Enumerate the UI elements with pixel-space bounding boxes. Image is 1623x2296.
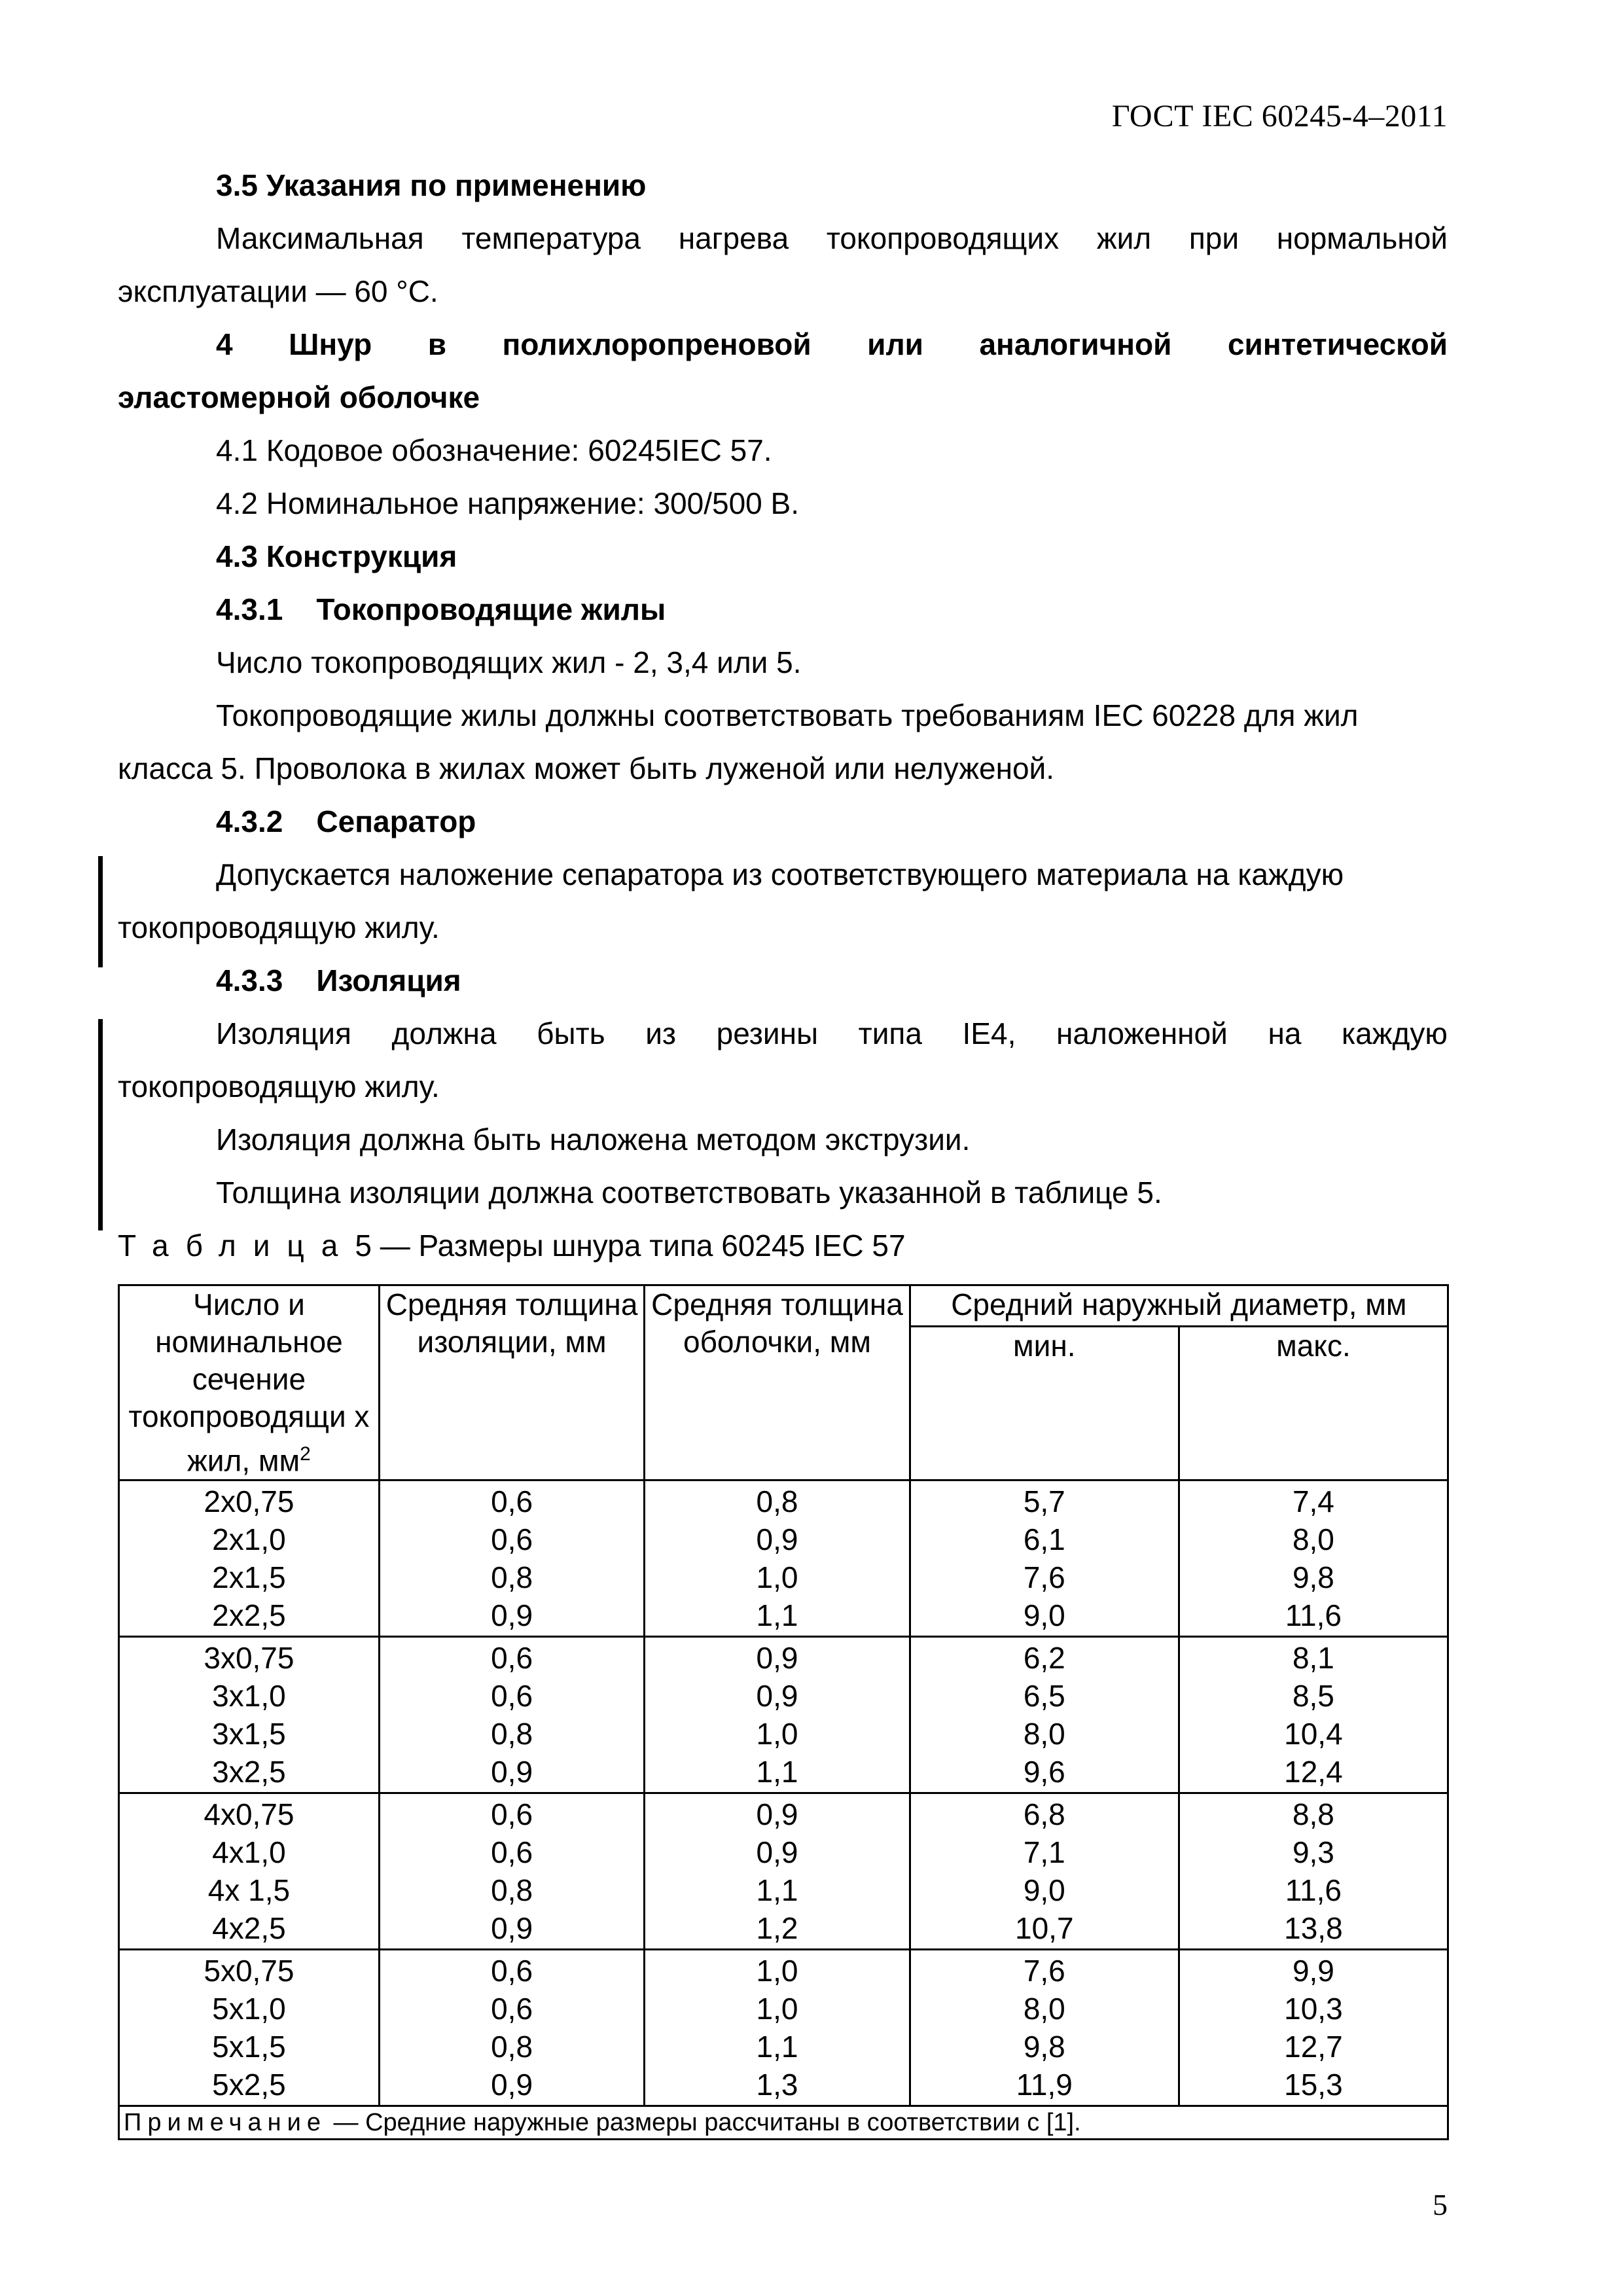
table-row-group [119,1793,1448,1950]
header-sections: Число и номинальное сечение токопроводящи х жил, $мм^2$ [119,1285,380,1480]
cell-value: 1,2 [756,1911,798,1946]
cell-value: 9,6 [1023,1755,1065,1789]
paragraph-justified [118,212,1448,265]
cell-max [1179,1637,1448,1793]
cell-value: 0,8 [491,2030,533,2064]
paragraph-line: Число токопроводящих жил - 2, 3,4 или 5. [216,645,802,679]
cell-value: 9,0 [1023,1598,1065,1633]
cell-sheath [645,1950,910,2106]
note-text: — Средние наружные размеры рассчитаны в соответствии с [1]. [326,2109,1081,2137]
paragraph-line: токопроводящую жилу. [118,910,440,944]
cell-value: 7,1 [1023,1835,1065,1870]
cell-value: 5,7 [1023,1484,1065,1519]
cell-value: 12,7 [1284,2030,1343,2064]
word: каждую [1342,1016,1448,1050]
subsection-heading: 4.3.2 Сепаратор [216,804,476,838]
word: типа [858,1016,922,1050]
cell-value: 9,8 [1292,1560,1334,1595]
paragraph-line: Токопроводящие жилы должны соответствовать требованиям IEC 60228 для жил [216,698,1359,732]
change-mark-bar [98,1019,103,1230]
word: жил [1096,221,1152,255]
cell-value: 1,0 [756,1560,798,1595]
cell-insulation [379,1950,644,2106]
cell-value: 10,7 [1015,1911,1074,1946]
cell-value: 8,1 [1292,1641,1334,1676]
cell-value: 6,1 [1023,1522,1065,1557]
cell-value: 5x1,5 [212,2030,286,2064]
cell-value: 0,9 [756,1679,798,1713]
cell-sections [119,1637,380,1793]
cell-max [1179,1793,1448,1950]
cell-value: 0,6 [491,1797,533,1832]
paragraph-line: Толщина изоляции должна соответствовать указанной в таблице 5. [216,1175,1162,1210]
cell-insulation [379,1793,644,1950]
cell-value: 6,2 [1023,1641,1065,1676]
cell-value: 11,9 [1016,2068,1073,2102]
cell-value: 0,9 [756,1835,798,1870]
paragraph-line: 4.2 Номинальное напряжение: 300/500 В. [216,486,799,520]
cell-value: 9,0 [1023,1873,1065,1908]
table-caption-label: Таблица [118,1229,355,1263]
word: наложенной [1056,1016,1228,1050]
cell-value: 1,0 [756,1992,798,2026]
word: на [1268,1016,1302,1050]
cell-value: 8,8 [1292,1797,1334,1832]
word: резины [716,1016,819,1050]
word: должна [391,1016,497,1050]
cell-insulation [379,1637,644,1793]
cell-value: 1,1 [756,1598,798,1633]
section-heading: 4.3 Конструкция [216,539,457,573]
cell-value: 6,5 [1023,1679,1065,1713]
cell-value: 9,8 [1023,2030,1065,2064]
cell-value: 3x1,5 [212,1717,286,1751]
cell-sheath [645,1793,910,1950]
section-heading: 3.5 Указания по применению [216,168,647,202]
cell-value: 0,9 [491,2068,533,2102]
cell-value: 9,3 [1292,1835,1334,1870]
cell-value: 2x1,0 [212,1522,286,1557]
word: нагрева [678,221,789,255]
cell-value: 2x2,5 [212,1598,286,1633]
cell-value: 8,0 [1292,1522,1334,1557]
table-row-group [119,1480,1448,1637]
cell-value: 0,9 [756,1641,798,1676]
cell-value: 1,1 [756,1873,798,1908]
cell-value: 0,8 [756,1484,798,1519]
word: IE4, [962,1016,1016,1050]
cell-value: 12,4 [1284,1755,1343,1789]
cell-value: 4x 1,5 [207,1873,291,1908]
header-sheath: Средняя толщина оболочки, мм [645,1285,910,1480]
word: синтетической [1227,327,1448,361]
paragraph-justified [118,1007,1448,1060]
cell-value: 7,6 [1023,1954,1065,1988]
table-caption [118,1219,1448,1272]
cell-value: 0,6 [491,1641,533,1676]
subsection-heading: 4.3.1 Токопроводящие жилы [216,592,666,626]
cell-value: 0,8 [491,1717,533,1751]
cell-value: 0,6 [491,1954,533,1988]
header-min: мин. [910,1327,1179,1480]
cell-value: 5x2,5 [212,2068,286,2102]
section-heading-cont: эластомерной оболочке [118,380,480,414]
cell-value: 0,6 [491,1992,533,2026]
cell-value: 8,0 [1023,1992,1065,2026]
cell-value: 10,3 [1284,1992,1343,2026]
cell-value: 0,9 [491,1755,533,1789]
subsection-heading: 4.3.3 Изоляция [216,963,461,997]
cell-sections [119,1950,380,2106]
paragraph-line: 4.1 Кодовое обозначение: 60245IEC 57. [216,433,772,467]
cell-min [910,1480,1179,1637]
word: в [427,327,446,361]
cell-value: 1,1 [756,2030,798,2064]
cell-value: 3x0,75 [204,1641,294,1676]
cell-value: 2x0,75 [204,1484,294,1519]
table-row-group [119,1950,1448,2106]
cell-value: 0,8 [491,1560,533,1595]
page-number: 5 [1433,2188,1448,2221]
cell-value: 0,6 [491,1835,533,1870]
word: нормальной [1276,221,1448,255]
cell-sheath [645,1637,910,1793]
cell-value: 11,6 [1285,1598,1342,1633]
word: или [867,327,923,361]
word: при [1188,221,1240,255]
cell-value: 6,8 [1023,1797,1065,1832]
word: полихлоропреновой [502,327,812,361]
header-outer-diameter: Средний наружный диаметр, мм [910,1285,1448,1327]
cell-value: 3x2,5 [212,1755,286,1789]
cell-max [1179,1480,1448,1637]
cell-value: 4x2,5 [212,1911,286,1946]
cell-value: 1,0 [756,1717,798,1751]
header-max: макс. [1179,1327,1448,1480]
cell-value: 10,4 [1284,1717,1343,1751]
cell-value: 15,3 [1284,2068,1343,2102]
note-label: Примечание [124,2109,327,2137]
cell-value: 1,3 [756,2068,798,2102]
cell-value: 3x1,0 [212,1679,286,1713]
table-body [119,1480,1448,2106]
table-note [119,2106,1448,2140]
table-caption-text: 5 — Размеры шнура типа 60245 IEC 57 [355,1229,906,1263]
word: токопроводящих [826,221,1060,255]
word: температура [461,221,641,255]
cell-value: 0,6 [491,1522,533,1557]
cell-value: 4x1,0 [212,1835,286,1870]
cell-value: 0,8 [491,1873,533,1908]
cell-value: 7,4 [1292,1484,1334,1519]
paragraph-line: Изоляция должна быть наложена методом экструзии. [216,1122,971,1157]
word: Максимальная [216,221,424,255]
cell-value: 8,0 [1023,1717,1065,1751]
change-mark-bar [98,856,103,967]
cell-value: 5x1,0 [212,1992,286,2026]
cell-sections [119,1480,380,1637]
word: Шнур [289,327,372,361]
paragraph-line: Допускается наложение сепаратора из соответствующего материала на каждую [216,857,1344,891]
cell-value: 0,9 [491,1598,533,1633]
word: Изоляция [216,1016,351,1050]
document-body [118,159,1448,1272]
cell-value: 0,6 [491,1679,533,1713]
cell-value: 7,6 [1023,1560,1065,1595]
table-row-group [119,1637,1448,1793]
cell-max [1179,1950,1448,2106]
cell-value: 2x1,5 [212,1560,286,1595]
word: аналогичной [979,327,1172,361]
paragraph-line: эксплуатации — 60 °С. [118,274,438,308]
cable-dimensions-table [118,1284,1449,2140]
cell-value: 1,1 [756,1755,798,1789]
cell-min [910,1793,1179,1950]
paragraph-line: класса 5. Проволока в жилах может быть луженой или нелуженой. [118,751,1055,785]
word: из [645,1016,677,1050]
cell-value: 13,8 [1284,1911,1343,1946]
section-heading [118,318,1448,371]
cell-value: 9,9 [1292,1954,1334,1988]
header-insulation: Средняя толщина изоляции, мм [379,1285,644,1480]
cell-value: 0,9 [756,1522,798,1557]
standard-header: ГОСТ IEC 60245-4–2011 [1111,99,1448,134]
cell-value: 0,9 [491,1911,533,1946]
cell-value: 0,9 [756,1797,798,1832]
word: быть [537,1016,605,1050]
cell-insulation [379,1480,644,1637]
cell-min [910,1950,1179,2106]
cell-sections [119,1793,380,1950]
cell-value: 1,0 [756,1954,798,1988]
word: 4 [216,327,233,361]
cell-value: 5x0,75 [204,1954,294,1988]
cell-value: 4x0,75 [204,1797,294,1832]
cell-value: 8,5 [1292,1679,1334,1713]
cell-sheath [645,1480,910,1637]
cell-min [910,1637,1179,1793]
cell-value: 0,6 [491,1484,533,1519]
cell-value: 11,6 [1285,1873,1342,1908]
paragraph-line: токопроводящую жилу. [118,1069,440,1103]
